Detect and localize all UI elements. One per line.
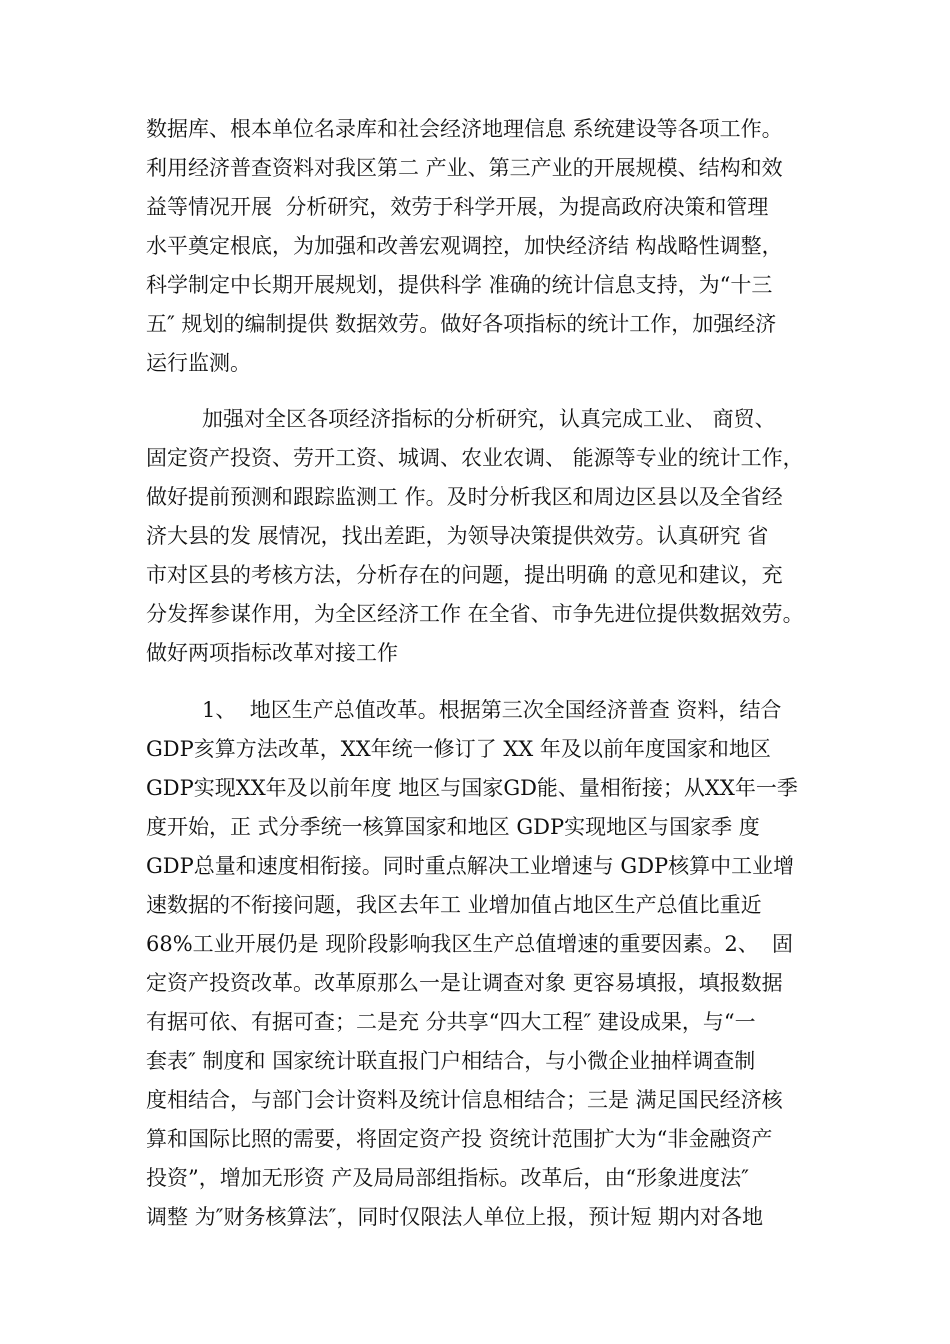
text-line: 速数据的不衔接问题，我区去年工 业增加值占地区生产总值比重近: [146, 893, 762, 917]
text-line: 分发挥参谋作用，为全区经济工作 在全省、市争先进位提供数据效劳。: [146, 602, 804, 626]
text-line: GDP实现XX年及以前年度 地区与国家GD能、量相衔接；从XX年一季: [146, 776, 798, 800]
text-line: 68%工业开展仍是 现阶段影响我区生产总值增速的重要因素。2、 固: [146, 932, 794, 956]
text-line: 科学制定中长期开展规划，提供科学 准确的统计信息支持，为“十三: [146, 273, 773, 297]
text-line: 算和国际比照的需要，将固定资产投 资统计范围扩大为“非金融资产: [146, 1127, 773, 1151]
text-line: GDP总量和速度相衔接。同时重点解决工业增速与 GDP核算中工业增: [146, 854, 795, 878]
text-line: 做好提前预测和跟踪监测工 作。及时分析我区和周边区县以及全省经: [146, 485, 783, 509]
text-line: 1、 地区生产总值改革。根据第三次全国经济普查 资料，结合: [202, 698, 782, 722]
text-line: 水平奠定根底，为加强和改善宏观调控，加快经济结 构战略性调整，: [146, 234, 783, 258]
text-line: 五″ 规划的编制提供 数据效劳。做好各项指标的统计工作，加强经济: [146, 312, 777, 336]
text-line: GDP亥算方法改革，XX年统一修订了 XX 年及以前年度国家和地区: [146, 737, 771, 761]
text-line: 数据库、根本单位名录库和社会经济地理信息 系统建设等各项工作。: [146, 117, 783, 141]
text-line: 利用经济普查资料对我区第二 产业、第三产业的开展规模、结构和效: [146, 156, 783, 180]
text-line: 调整 为″财务核算法″，同时仅限法人单位上报，预计短 期内对各地: [146, 1205, 764, 1229]
text-line: 加强对全区各项经济指标的分析研究，认真完成工业、 商贸、: [202, 407, 776, 431]
text-line: 度相结合，与部门会计资料及统计信息相结合；三是 满足国民经济核: [146, 1088, 783, 1112]
text-line: 做好两项指标改革对接工作: [146, 641, 398, 665]
text-line: 投资”，增加无形资 产及局局部组指标。改革后，由“形象进度法″: [146, 1166, 749, 1190]
text-line: 益等情况开展 分析研究，效劳于科学开展，为提高政府决策和管理: [146, 195, 769, 219]
text-line: 市对区县的考核方法，分析存在的问题，提出明确 的意见和建议，充: [146, 563, 783, 587]
text-line: 有据可依、有据可查；二是充 分共享“四大工程″ 建设成果，与“一: [146, 1010, 756, 1034]
text-line: 套表″ 制度和 国家统计联直报门户相结合，与小微企业抽样调查制: [146, 1049, 756, 1073]
text-line: 济大县的发 展情况，找出差距，为领导决策提供效劳。认真研究 省: [146, 524, 769, 548]
text-line: 度开始，正 式分季统一核算国家和地区 GDP实现地区与国家季 度: [146, 815, 760, 839]
text-line: 定资产投资改革。改革原那么一是让调查对象 更容易填报，填报数据: [146, 971, 783, 995]
text-line: 固定资产投资、劳开工资、城调、农业农调、 能源等专业的统计工作，: [146, 446, 804, 470]
text-line: 运行监测。: [146, 351, 251, 375]
